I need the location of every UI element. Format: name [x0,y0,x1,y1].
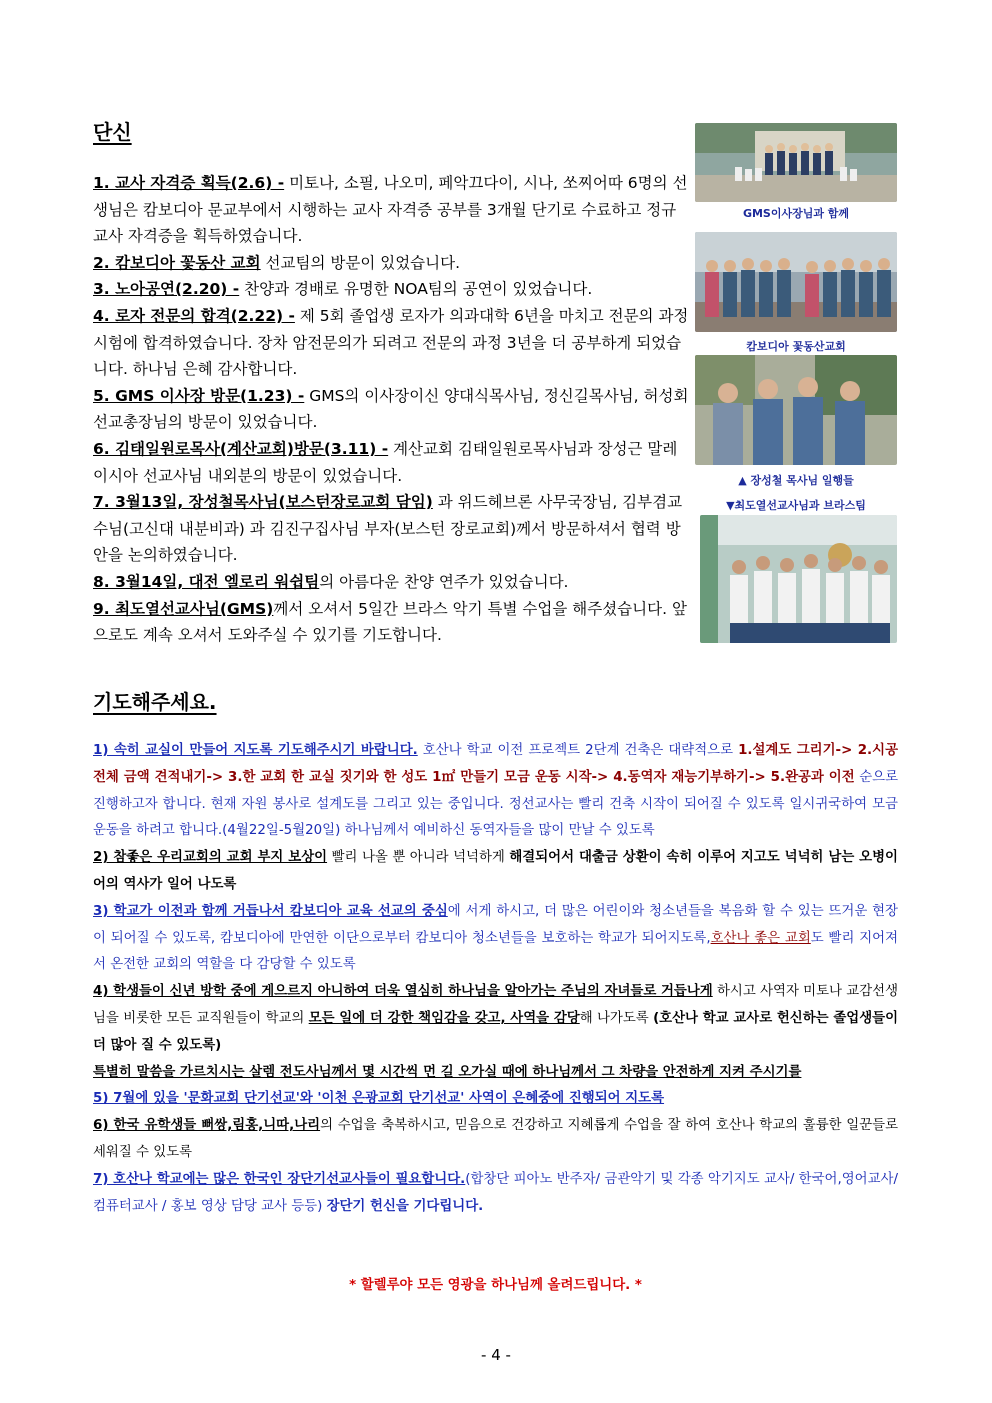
photo-caption: ▲ 장성철 목사님 일행들 [738,474,854,487]
prayer-item: 4) 학생들이 신년 방학 중에 게으르지 아니하여 더욱 열심히 하나님을 알아가는 주님의 자녀들로 거듭나게 하시고 사역자 미토나 교감선생님을 비롯한 모든 교직원들이 학교의 모든 일에 더 강한 책임감을 갖고, 사역을 감당해 나가도록 (호산나 학교 교사로 헌신하는 졸업생들이 더 많아 질 수 있도록) [93,984,899,1053]
prayer-heading: 기도해주세요. [93,690,217,714]
prayer-item: 1) 속히 교실이 만들어 지도록 기도해주시기 바랍니다. 호산나 학교 이전 프로젝트 2단계 건축은 대략적으로 1.설계도 그리기-> 2.시공 전체 금액 견적내기-> 3.한 교회 한 교실 짓기와 한 성도 1㎡ 만들기 모금 운동 시작-> 4.동역자 재능기부하기-> 5.완공과 이전 순으로 진행하고자 합니다. 현재 자원 봉사로 설계도를 그리고 있는 중입니다. 정선교사는 빨리 건축 시작이 되어질 수 있도록 일시귀국하여 모금 운동을 하려고 합니다.(4월22일-5월20일) 하나님께서 예비하신 동역자들을 많이 만날 수 있도록 [93,743,898,839]
prayer-item: 특별히 말씀을 가르치시는 살렘 전도사님께서 몇 시간씩 먼 길 오가실 때에 하나님께서 그 차량을 안전하게 지켜 주시기를 [93,1064,802,1080]
prayer-item: 5) 7월에 있을 '문화교회 단기선교'와 '이천 은광교회 단기선교' 사역이 은혜중에 진행되어 지도록 [93,1091,665,1107]
photo-brass-team [700,515,897,643]
photo-gms-visit [695,123,897,202]
closing-line: * 할렐루야 모든 영광을 하나님께 올려드립니다. * [349,1278,642,1293]
photo-caption: GMS이사장님과 함께 [742,207,850,220]
news-item: 4. 로자 전문의 합격(2.22) - 제 5회 졸업생 로자가 의과대학 6년을 마치고 전문의 과정 시험에 합격하였습니다. 장차 암전문의가 되려고 전문의 과정 3년을 더 공부하게 되었습니다. 하나님 은혜 감사합니다. [93,306,689,379]
news-item: 6. 김태일원로목사(계산교회)방문(3.11) - 계산교회 김태일원로목사님과 장성근 말레이시아 선교사님 내외분의 방문이 있었습니다. [93,439,678,485]
photo-pastor-group [695,355,897,465]
prayer-item: 7) 호산나 학교에는 많은 한국인 장단기선교사들이 필요합니다.(합창단 피아노 반주자/ 금관악기 및 각종 악기지도 교사/ 한국어,영어교사/ 컴퓨터교사 / 홍보 영상 담당 교사 등등) 장단기 헌신을 기다립니다. [93,1171,898,1214]
news-list [93,170,691,649]
news-item: 2. 캄보디아 꽃동산 교회 선교팀의 방문이 있었습니다. [93,253,461,272]
photo-flower-hill-church [695,232,897,332]
news-item: 3. 노아공연(2.20) - 찬양과 경배로 유명한 NOA팀의 공연이 있었습니다. [93,280,593,299]
prayer-item: 2) 참좋은 우리교회의 교회 부지 보상이 빨리 나올 뿐 아니라 넉넉하게 해결되어서 대출금 상환이 속히 이루어 지고도 넉넉히 남는 오병이어의 역사가 일어 나도록 [93,850,898,892]
news-item: 7. 3월13일, 장성철목사님(보스턴장로교회 담임) 과 위드헤브론 사무국장님, 김부겸교수님(고신대 내분비과) 과 김진구집사님 부자(보스턴 장로교회)께서 방문하셔서 협력 방안을 논의하였습니다. [93,493,683,565]
photo-caption: 캄보디아 꽃동산교회 [746,340,846,353]
photo-caption: ▼최도열선교사님과 브라스팀 [726,499,866,512]
prayer-list [93,738,898,1220]
news-item: 8. 3월14일, 대전 엘로리 워쉽팀의 아름다운 찬양 연주가 있었습니다. [93,572,569,591]
news-heading: 단신 [93,120,132,144]
news-item: 5. GMS 이사장 방문(1.23) - GMS의 이사장이신 양대식목사님, 정신길목사님, 허성회선교총장님의 방문이 있었습니다. [93,386,689,432]
news-item: 9. 최도열선교사님(GMS)께서 오셔서 5일간 브라스 악기 특별 수업을 해주셨습니다. 앞으로도 계속 오셔서 도와주실 수 있기를 기도합니다. [93,599,687,645]
prayer-item: 6) 한국 유학생들 뻐쌍,림홍,니따,나리의 수업을 축복하시고, 믿음으로 건강하고 지혜롭게 수업을 잘 하여 호산나 학교의 훌륭한 일꾼들로 세워질 수 있도록 [93,1118,898,1160]
news-item: 1. 교사 자격증 획득(2.6) - 미토나, 소필, 나오미, 페악끄다이, 시나, 쏘찌어따 6명의 선생님은 캄보디아 문교부에서 시행하는 교사 자격증 공부를 3개월 단기로 수료하고 정규교사 자격증을 획득하였습니다. [93,174,688,246]
prayer-item: 3) 학교가 이전과 함께 거듭나서 캄보디아 교육 선교의 중심에 서게 하시고, 더 많은 어린이와 청소년들을 복음화 할 수 있는 뜨거운 현장이 되어질 수 있도록, 캄보디아에 만연한 이단으로부터 캄보디아 청소년들을 보호하는 학교가 되어지도록,호산나 좋은 교회도 빨리 지어져서 온전한 교회의 역할을 다 감당할 수 있도록 [93,903,899,973]
page-number: - 4 - [481,1346,511,1364]
